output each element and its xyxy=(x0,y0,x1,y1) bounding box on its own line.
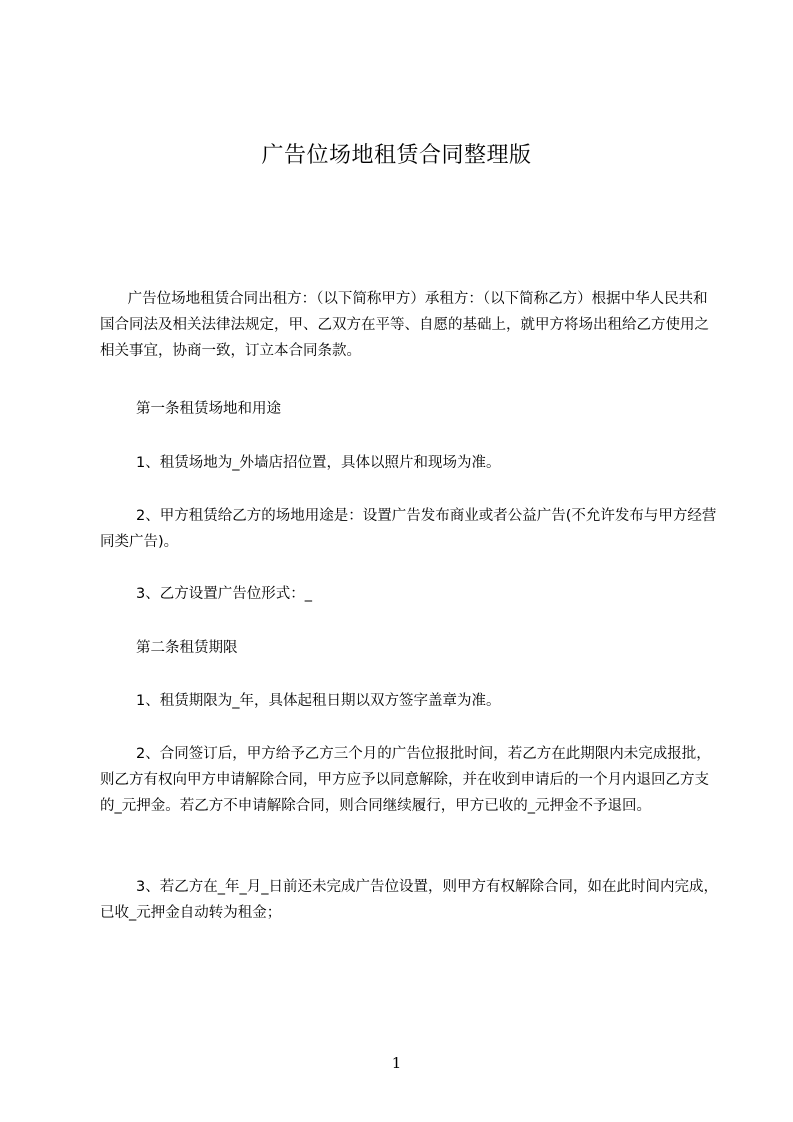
clause-1-3: 3、乙方设置广告位形式：_ xyxy=(136,586,312,602)
page-number: 1 xyxy=(391,1054,402,1072)
clause-2-2: 2、合同签订后，甲方给予乙方三个月的广告位报批时间，若乙方在此期限内未完成报批，则乙方有权向甲方申请解除合同，甲方应予以同意解除，并在收到申请后的一个月内退回乙方支的_元押金。若乙方不申请解除合同，则合同继续履行，甲方已收的_元押金不予退回。 xyxy=(100,746,711,814)
clause-2-3: 3、若乙方在_年_月_日前还未完成广告位设置，则甲方有权解除合同，如在此时间内完成，已收_元押金自动转为租金； xyxy=(100,879,718,921)
clause-2-1: 1、租赁期限为_年，具体起租日期以双方签字盖章为准。 xyxy=(136,693,501,709)
clause-1-1: 1、租赁场地为_外墙店招位置，具体以照片和现场为准。 xyxy=(136,455,501,471)
intro-paragraph: 广告位场地租赁合同出租方：（以下简称甲方）承租方：（以下简称乙方）根据中华人民共和国合同法及相关法律法规定，甲、乙双方在平等、自愿的基础上，就甲方将场出租给乙方使用之相关事宜，协商一致，订立本合同条款。 xyxy=(100,291,709,359)
clause-1-2: 2、甲方租赁给乙方的场地用途是：设置广告发布商业或者公益广告(不允许发布与甲方经营同类广告)。 xyxy=(100,508,717,550)
article-1-heading: 第一条租赁场地和用途 xyxy=(136,401,281,417)
page-title: 广告位场地租赁合同整理版 xyxy=(261,143,532,168)
article-2-heading: 第二条租赁期限 xyxy=(136,640,238,656)
